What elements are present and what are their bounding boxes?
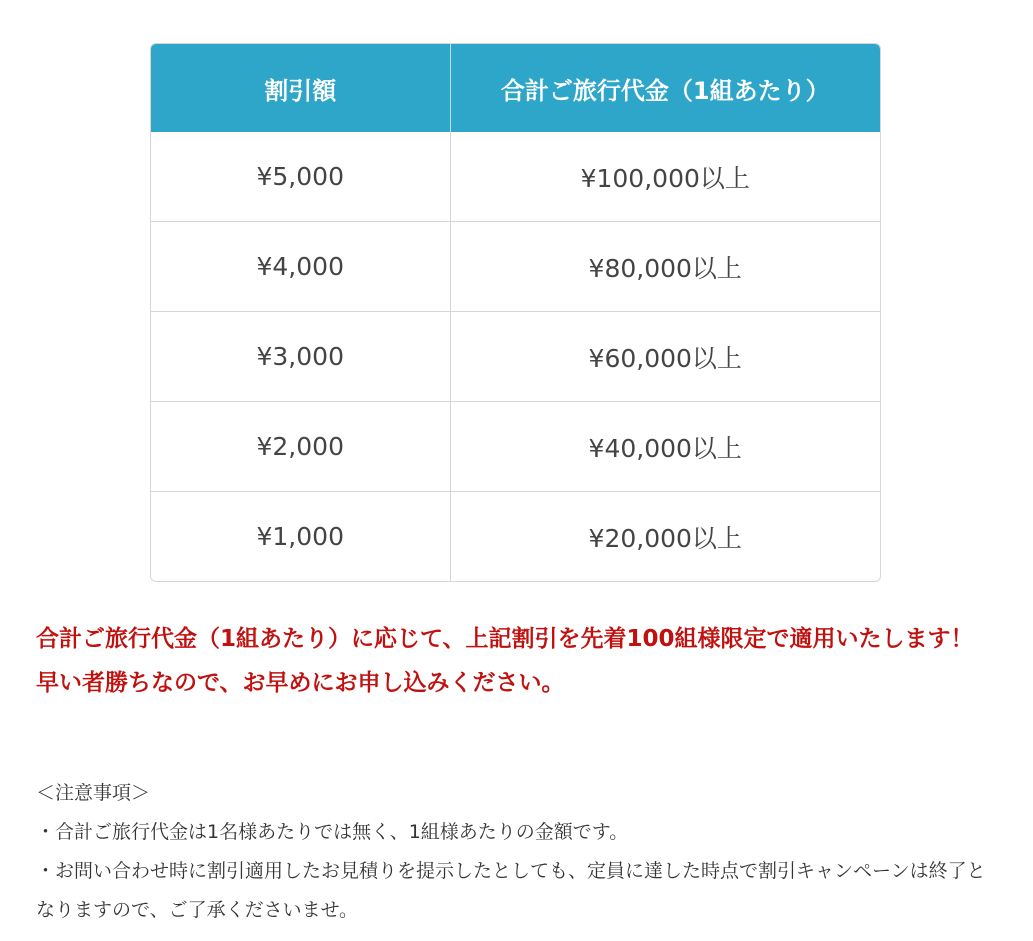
total-cell: ¥80,000以上 — [450, 222, 880, 312]
caution-item: ・合計ご旅行代金は1名様あたりでは無く、1組様あたりの金額です。 — [36, 821, 629, 843]
discount-cell: ¥2,000 — [151, 402, 450, 492]
cautions-heading: ＜注意事項＞ — [36, 782, 151, 804]
header-discount-amount: 割引額 — [151, 44, 450, 132]
table-row — [151, 222, 880, 312]
total-cell: ¥100,000以上 — [580, 163, 750, 193]
total-cell: ¥20,000以上 — [450, 492, 880, 582]
table-row — [151, 132, 880, 222]
table-row — [151, 402, 880, 492]
caution-item: ・お問い合わせ時に割引適用したお見積りを提示したとしても、定員に達した時点で割引キャンペーンは終了となりますので、ご了承くださいませ。 — [36, 860, 986, 921]
cautions-section — [36, 774, 996, 930]
discount-table-container — [150, 43, 881, 582]
table-row — [151, 492, 880, 582]
discount-table — [151, 44, 880, 581]
notice-line-early-apply: 早い者勝ちなので、お早めにお申し込みください。 — [36, 670, 565, 696]
notice-line-limited-offer: 合計ご旅行代金（1組あたり）に応じて、上記割引を先着100組様限定で適用いたします！ — [36, 626, 974, 652]
discount-cell: ¥5,000 — [151, 132, 450, 222]
discount-cell: ¥3,000 — [151, 312, 450, 402]
campaign-notice — [36, 617, 996, 705]
total-cell: ¥40,000以上 — [450, 402, 880, 492]
discount-cell: ¥1,000 — [151, 492, 450, 582]
discount-cell: ¥4,000 — [151, 222, 450, 312]
table-row — [151, 312, 880, 402]
total-cell: ¥60,000以上 — [450, 312, 880, 402]
table-header-row — [151, 44, 880, 132]
header-total-travel-price: 合計ご旅行代金（1組あたり） — [450, 44, 880, 132]
